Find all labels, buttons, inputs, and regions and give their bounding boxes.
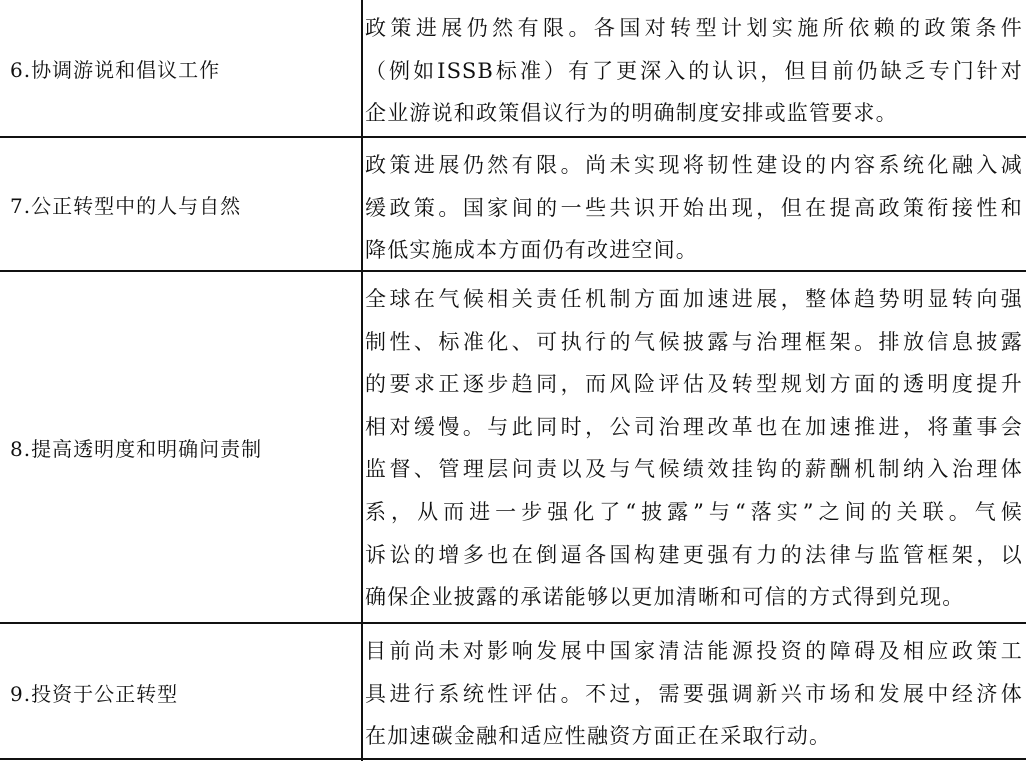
description-line: 确保企业披露的承诺能够以更加清晰和可信的方式得到兑现。 xyxy=(365,585,965,610)
row-label xyxy=(0,0,361,137)
table-row xyxy=(0,271,1026,623)
row-divider xyxy=(0,622,1026,624)
description-line: 具进行系统性评估。不过，需要强调新兴市场和发展中经济体 xyxy=(365,681,1023,706)
description-line: 政策进展仍然有限。各国对转型计划实施所依赖的政策条件 xyxy=(365,16,1023,40)
column-divider xyxy=(361,0,363,761)
row-description xyxy=(365,0,1023,137)
description-line: 制性、标准化、可执行的气候披露与治理框架。排放信息披露 xyxy=(365,329,1023,354)
table-row xyxy=(0,0,1026,137)
description-line: 全球在气候相关责任机制方面加速进展，整体趋势明显转向强 xyxy=(365,287,1023,311)
row-label xyxy=(0,137,361,271)
description-line: 目前尚未对影响发展中国家清洁能源投资的障碍及相应政策工 xyxy=(365,639,1023,663)
description-line: 政策进展仍然有限。尚未实现将韧性建设的内容系统化融入减 xyxy=(365,153,1023,177)
table-bottom-border xyxy=(0,758,1026,760)
row-divider xyxy=(0,270,1026,272)
row-label xyxy=(0,623,361,761)
description-line: 降低实施成本方面仍有改进空间。 xyxy=(365,238,698,263)
description-line: （例如ISSB标准）有了更深入的认识，但目前仍缺乏专门针对 xyxy=(365,58,1023,83)
description-line: 缓政策。国家间的一些共识开始出现，但在提高政策衔接性和 xyxy=(365,195,1023,220)
row-divider xyxy=(0,136,1026,138)
row-label-text: 9.投资于公正转型 xyxy=(10,681,179,706)
description-line: 企业游说和政策倡议行为的明确制度安排或监管要求。 xyxy=(365,101,898,126)
description-line: 系，从而进一步强化了“披露”与“落实”之间的关联。气候 xyxy=(365,499,1023,524)
row-label-text: 7.公正转型中的人与自然 xyxy=(10,193,242,218)
description-line: 诉讼的增多也在倒逼各国构建更强有力的法律与监管框架，以 xyxy=(365,542,1023,567)
description-line: 的要求正逐步趋同，而风险评估及转型规划方面的透明度提升 xyxy=(365,372,1023,397)
table-row xyxy=(0,137,1026,271)
table-row xyxy=(0,623,1026,761)
description-line: 监督、管理层问责以及与气候绩效挂钩的薪酬机制纳入治理体 xyxy=(365,457,1023,482)
row-label-text: 8.提高透明度和明确问责制 xyxy=(10,436,263,461)
description-line: 在加速碳金融和适应性融资方面正在采取行动。 xyxy=(365,724,832,749)
row-label xyxy=(0,271,361,623)
row-label-text: 6.协调游说和倡议工作 xyxy=(10,58,221,82)
row-description xyxy=(365,623,1023,761)
description-line: 相对缓慢。与此同时，公司治理改革也在加速推进，将董事会 xyxy=(365,414,1023,439)
row-description xyxy=(365,271,1023,623)
row-description xyxy=(365,137,1023,271)
